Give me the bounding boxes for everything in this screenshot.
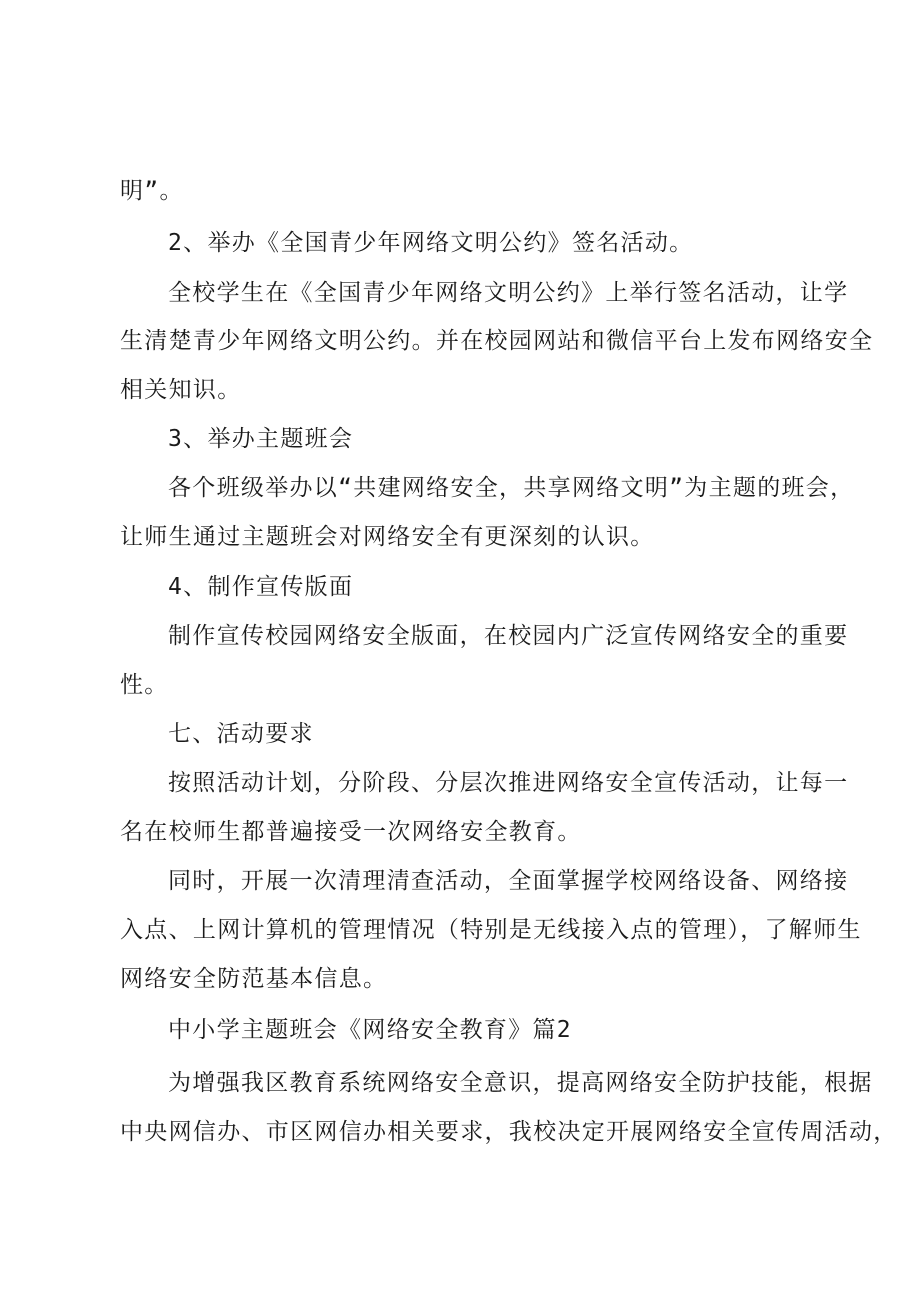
paragraph-line: 名在校师生都普遍接受一次网络安全教育。 [120, 819, 582, 845]
paragraph-line: 网络安全防范基本信息。 [120, 966, 388, 992]
text-line: 明”。 [120, 178, 184, 204]
paragraph-line: 生清楚青少年网络文明公约。并在校园网站和微信平台上发布网络安全 [120, 328, 874, 354]
paragraph-line: 各个班级举办以“共建网络安全，共享网络文明”为主题的班会， [168, 475, 855, 501]
paragraph-line: 相关知识。 [120, 377, 242, 403]
section-heading: 4、制作宣传版面 [168, 574, 354, 600]
paragraph-line: 制作宣传校园网络安全版面，在校园内广泛宣传网络安全的重要 [168, 623, 849, 649]
paragraph-line: 性。 [120, 672, 169, 698]
paragraph-line: 入点、上网计算机的管理情况（特别是无线接入点的管理），了解师生 [120, 917, 862, 943]
paragraph-line: 同时，开展一次清理清查活动，全面掌握学校网络设备、网络接 [168, 868, 849, 894]
section-heading: 中小学主题班会《网络安全教育》篇2 [168, 1017, 572, 1043]
section-heading: 3、举办主题班会 [168, 426, 354, 452]
paragraph-line: 中央网信办、市区网信办相关要求，我校决定开展网络安全宣传周活动， [120, 1119, 898, 1145]
paragraph-line: 为增强我区教育系统网络安全意识，提高网络安全防护技能，根据 [168, 1070, 873, 1096]
section-heading: 2、举办《全国青少年网络文明公约》签名活动。 [168, 230, 694, 256]
paragraph-line: 让师生通过主题班会对网络安全有更深刻的认识。 [120, 524, 655, 550]
paragraph-line: 按照活动计划，分阶段、分层次推进网络安全宣传活动，让每一 [168, 770, 849, 796]
paragraph-line: 全校学生在《全国青少年网络文明公约》上举行签名活动，让学 [168, 280, 849, 306]
section-heading: 七、活动要求 [168, 721, 314, 747]
